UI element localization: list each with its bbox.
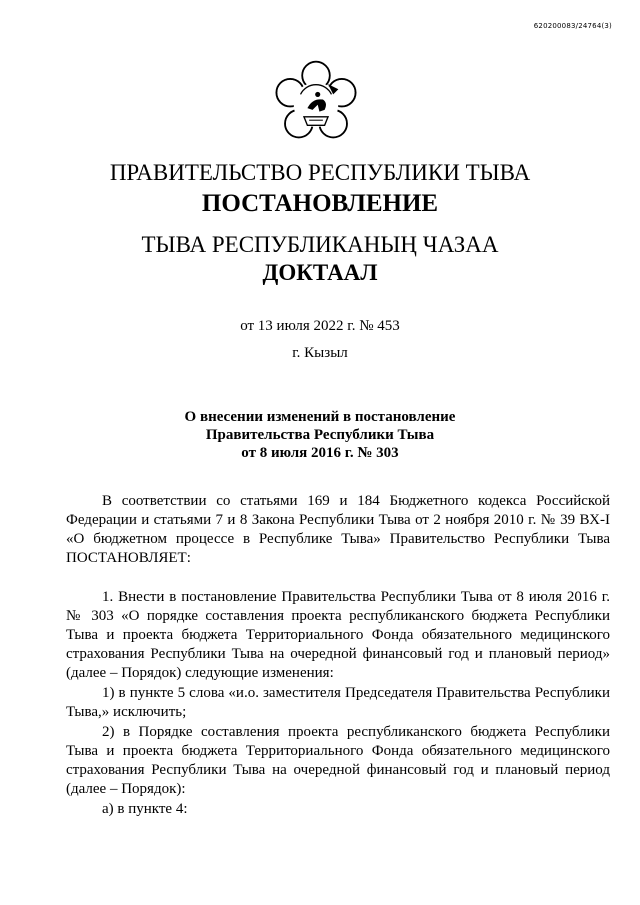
title-line: от 8 июля 2016 г. № 303 xyxy=(241,445,399,461)
paragraph-item-1: 1. Внести в постановление Правительства Республики Тыва от 8 июля 2016 г. № 303 «О порядке составления проекта республиканского бюджета Республики Тыва и проекта бюджета Территориального Фонда обязательного медицинского страхования Республики Тыва на очередной финансовый год и плановый период» (далее – Порядок) следующие изменения: xyxy=(66,589,610,681)
title-line: О внесении изменений в постановление xyxy=(184,409,456,425)
paragraph-preamble: В соответствии со статьями 169 и 184 Бюджетного кодекса Российской Федерации и статьями 7 и 8 Закона Республики Тыва от 2 ноября 2010 г. № 39 ВХ-I «О бюджетном процессе в Республике Тыва» Правительство Республики Тыва ПОСТАНОВЛЯЕТ: xyxy=(66,493,610,566)
title-line: Правительства Республики Тыва xyxy=(205,427,435,443)
government-heading: ПРАВИТЕЛЬСТВО РЕСПУБЛИКИ ТЫВА xyxy=(109,160,531,185)
paragraph-subitem-2: 2) в Порядке составления проекта республиканского бюджета Республики Тыва и проекта бюджета Территориального Фонда обязательного медицинского страхования Республики Тыва на очередной финансовый год и плановый период (далее – Порядок): xyxy=(66,724,610,797)
document-title xyxy=(0,408,640,462)
resolution-heading: ПОСТАНОВЛЕНИЕ xyxy=(201,190,439,217)
document-city: г. Кызыл xyxy=(292,345,348,361)
document-id: 620200083/24764(3) xyxy=(533,22,612,30)
government-heading-tuvan: ТЫВА РЕСПУБЛИКАНЫҢ ЧАЗАА xyxy=(141,232,499,257)
document-body xyxy=(66,492,610,819)
paragraph-subitem-a: а) в пункте 4: xyxy=(102,801,188,817)
coat-of-arms-emblem xyxy=(273,60,359,146)
paragraph-subitem-1: 1) в пункте 5 слова «и.о. заместителя Председателя Правительства Республики Тыва,» исключить; xyxy=(66,685,610,720)
document-date-number: от 13 июля 2022 г. № 453 xyxy=(240,318,400,334)
resolution-heading-tuvan: ДОКТААЛ xyxy=(262,260,378,285)
